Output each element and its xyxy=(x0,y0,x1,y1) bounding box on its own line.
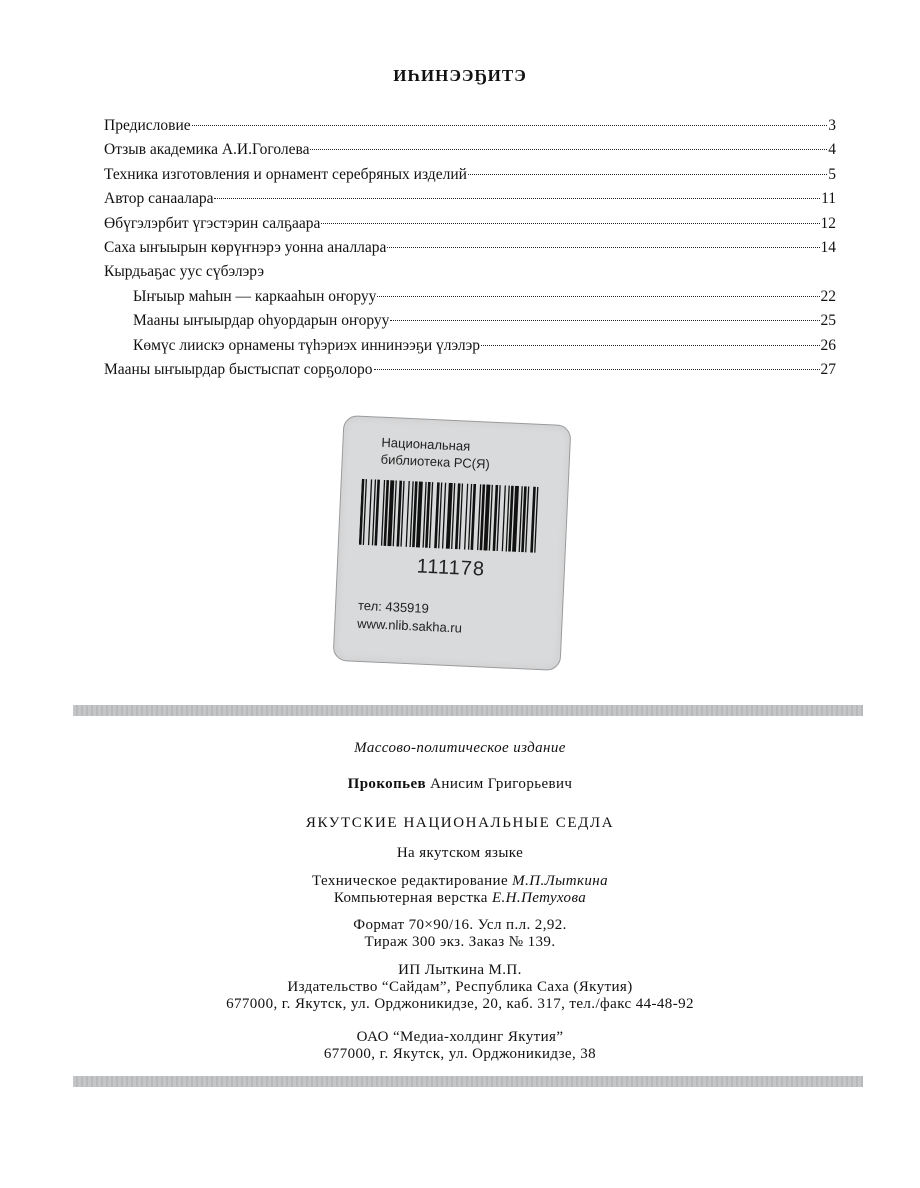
toc-entry-label: Мааны ыҥыырдар оһуордарын оҥоруу xyxy=(133,312,390,330)
sticker-website: www.nlib.sakha.ru xyxy=(356,615,463,636)
printer-name: ОАО “Медиа-холдинг Якутия” xyxy=(356,1029,564,1045)
toc-entry-label: Кырдьаҕас уус сүбэлэрэ xyxy=(104,263,265,281)
layout-name: Е.Н.Петухова xyxy=(491,890,587,906)
book-title: ЯКУТСКИЕ НАЦИОНАЛЬНЫЕ СЕДЛА xyxy=(305,815,615,831)
sticker-library-line2: библиотека РС(Я) xyxy=(380,451,491,472)
toc-leader-dots xyxy=(310,149,827,150)
toc-entry-label: Техника изготовления и орнамент серебряных изделий xyxy=(104,165,467,183)
toc-leader-dots xyxy=(481,345,820,346)
toc-subentry xyxy=(104,285,836,309)
toc-leader-dots xyxy=(214,198,820,199)
author-line xyxy=(0,776,920,794)
toc-section-heading xyxy=(104,260,836,284)
toc-entry xyxy=(104,163,836,187)
toc-subentry xyxy=(104,334,836,358)
toc-leader-dots xyxy=(390,320,819,321)
printer-address: 677000, г. Якутск, ул. Орджоникидзе, 38 xyxy=(323,1046,597,1062)
author-names: Анисим Григорьевич xyxy=(430,776,573,792)
print-run-line: Тираж 300 экз. Заказ № 139. xyxy=(364,934,556,950)
decorative-band-top xyxy=(73,705,863,716)
toc-entry-label: Автор санаалара xyxy=(104,190,214,208)
format-line: Формат 70×90/16. Усл п.л. 2,92. xyxy=(353,917,567,933)
edition-type: Массово-политическое издание xyxy=(354,740,566,756)
sticker-library-line1: Национальная xyxy=(381,434,471,454)
sticker-inventory-number: 111178 xyxy=(416,555,486,581)
toc-leader-dots xyxy=(377,296,819,297)
toc-entry-page: 26 xyxy=(820,336,836,354)
toc-entry-label: Отзыв академика А.И.Гоголева xyxy=(104,141,310,159)
toc-entry-page: 27 xyxy=(820,360,836,378)
toc-entry xyxy=(104,114,836,138)
toc-entry-page: 11 xyxy=(821,190,836,208)
publisher-address: 677000, г. Якутск, ул. Орджоникидзе, 20, каб. 317, тел./факс 44-48-92 xyxy=(226,996,694,1012)
toc-entry xyxy=(104,187,836,211)
toc-entry-page: 12 xyxy=(820,214,836,232)
toc-entry-page: 25 xyxy=(820,312,836,330)
toc-leader-dots xyxy=(192,125,828,126)
toc-entry-label: Көмүс лиискэ орнамены түһэриэх иннинээҕи үлэлэр xyxy=(133,336,480,354)
toc-entry-label: Предисловие xyxy=(104,117,191,134)
toc-entry-page: 4 xyxy=(828,141,836,159)
table-of-contents xyxy=(104,114,836,382)
toc-leader-dots xyxy=(374,369,820,370)
language-note: На якутском языке xyxy=(396,845,524,861)
barcode-icon xyxy=(359,479,540,553)
library-barcode-sticker xyxy=(333,415,572,671)
layout-line xyxy=(0,890,920,908)
toc-entry-page: 22 xyxy=(820,287,836,305)
toc-entry xyxy=(104,138,836,162)
toc-leader-dots xyxy=(387,247,819,248)
toc-entry-page: 3 xyxy=(828,117,836,134)
toc-entry-label: Ыҥыыр маһын — каркааһын оҥоруу xyxy=(133,287,377,305)
toc-entry-label: Мааны ыҥыырдар быстыспат сорҕолоро xyxy=(104,360,373,378)
toc-leader-dots xyxy=(468,174,827,175)
toc-entry-page: 5 xyxy=(828,165,836,183)
toc-entry-page: 14 xyxy=(820,238,836,256)
tech-edit-line xyxy=(0,873,920,891)
toc-entry xyxy=(104,212,836,236)
author-surname: Прокопьев xyxy=(347,776,427,792)
tech-edit-label: Техническое редактирование xyxy=(311,873,509,889)
sticker-contacts xyxy=(357,597,463,638)
toc-entry-label: Саха ыҥыырын көрүҥнэрэ уонна аналлара xyxy=(104,238,387,256)
page-title: ИҺИНЭЭҔИТЭ xyxy=(393,66,527,85)
toc-leader-dots xyxy=(321,223,819,224)
toc-entry xyxy=(104,358,836,382)
publisher-house: Издательство “Сайдам”, Республика Саха (Якутия) xyxy=(287,979,633,995)
layout-label: Компьютерная верстка xyxy=(333,890,488,906)
sticker-phone: тел: 435919 xyxy=(357,597,430,617)
tech-edit-name: М.П.Лыткина xyxy=(512,873,609,889)
sticker-library-name xyxy=(380,434,561,476)
publisher-name: ИП Лыткина М.П. xyxy=(398,962,522,978)
toc-entry xyxy=(104,236,836,260)
toc-subentry xyxy=(104,309,836,333)
decorative-band-bottom xyxy=(73,1076,863,1087)
toc-entry-label: Өбүгэлэрбит үгэстэрин салҕаара xyxy=(104,214,321,232)
